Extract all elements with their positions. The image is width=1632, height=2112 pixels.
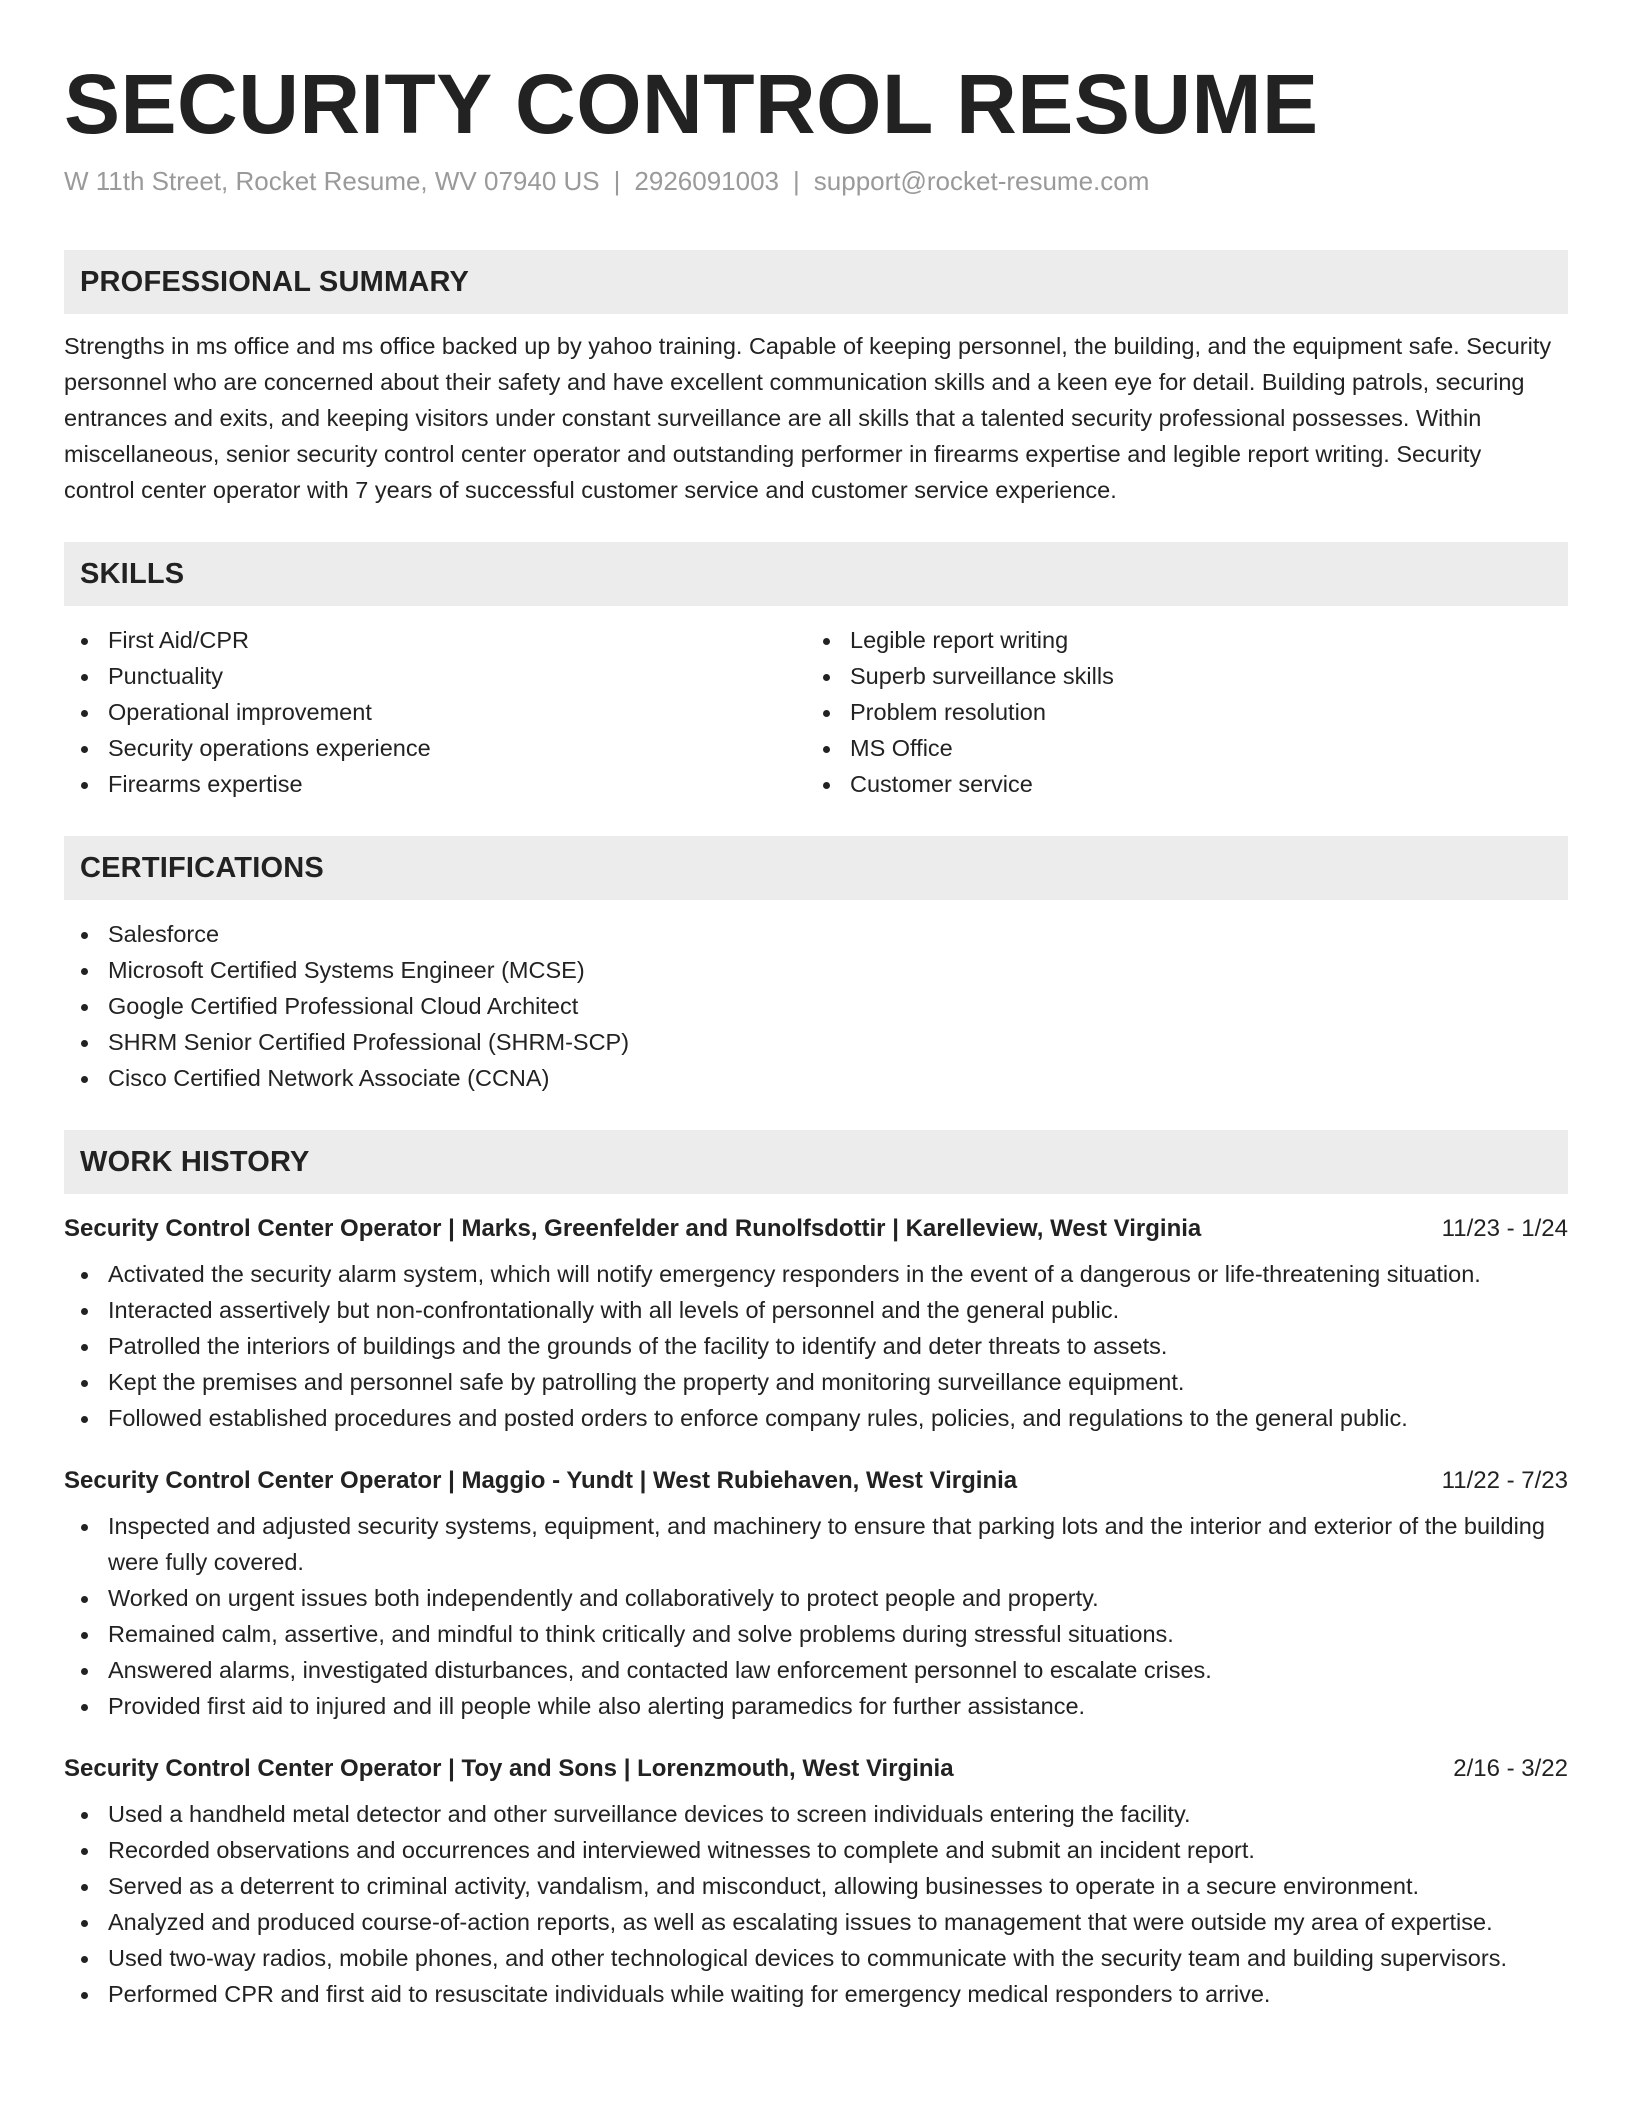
job-entry bbox=[64, 1212, 1568, 1436]
skill-item: First Aid/CPR bbox=[64, 622, 806, 658]
skill-item: Operational improvement bbox=[64, 694, 806, 730]
job-dates: 2/16 - 3/22 bbox=[1453, 1755, 1568, 1782]
certification-item: Cisco Certified Network Associate (CCNA) bbox=[64, 1060, 1568, 1096]
job-bullet: Used two-way radios, mobile phones, and other technological devices to communicate with the security team and building supervisors. bbox=[64, 1940, 1568, 1976]
job-title: Security Control Center Operator | Maggio - Yundt | West Rubiehaven, West Virginia bbox=[64, 1467, 1018, 1494]
contact-phone: 2926091003 bbox=[634, 166, 780, 196]
summary-text: Strengths in ms office and ms office backed up by yahoo training. Capable of keeping personnel, the building, and the equipment safe. Security personnel who are concerned about their safety and have excellent communication skills and a keen eye for detail. Building patrols, securing entrances and exits, and keeping visitors under constant surveillance are all skills that a talented security professional possesses. Within miscellaneous, senior security control center operator and outstanding performer in firearms expertise and legible report writing. Security control center operator with 7 years of successful customer service and customer service experience. bbox=[64, 333, 1552, 503]
job-entry bbox=[64, 1752, 1568, 2012]
skill-item: Problem resolution bbox=[806, 694, 1548, 730]
certifications-list bbox=[64, 916, 1568, 1096]
job-dates: 11/23 - 1/24 bbox=[1441, 1215, 1568, 1242]
contact-email: support@rocket-resume.com bbox=[813, 166, 1150, 196]
job-bullet: Used a handheld metal detector and other surveillance devices to screen individuals entering the facility. bbox=[64, 1796, 1568, 1832]
section-header-skills: SKILLS bbox=[64, 542, 1568, 606]
skill-item: Security operations experience bbox=[64, 730, 806, 766]
job-bullet: Answered alarms, investigated disturbances, and contacted law enforcement personnel to escalate crises. bbox=[64, 1652, 1568, 1688]
skill-item: MS Office bbox=[806, 730, 1548, 766]
job-title: Security Control Center Operator | Toy and Sons | Lorenzmouth, West Virginia bbox=[64, 1755, 954, 1782]
skills-list-left bbox=[64, 622, 806, 802]
certification-item: SHRM Senior Certified Professional (SHRM-SCP) bbox=[64, 1024, 1568, 1060]
section-header-certifications: CERTIFICATIONS bbox=[64, 836, 1568, 900]
job-header bbox=[64, 1464, 1568, 1498]
resume-page bbox=[64, 0, 1568, 2012]
skill-item: Superb surveillance skills bbox=[806, 658, 1548, 694]
skills-list-right bbox=[806, 622, 1548, 802]
skills-grid bbox=[64, 622, 1568, 802]
job-bullet: Inspected and adjusted security systems, equipment, and machinery to ensure that parking lots and the interior and exterior of the building were fully covered. bbox=[64, 1508, 1568, 1580]
job-bullet: Remained calm, assertive, and mindful to think critically and solve problems during stressful situations. bbox=[64, 1616, 1568, 1652]
certification-item: Salesforce bbox=[64, 916, 1568, 952]
job-bullet: Kept the premises and personnel safe by patrolling the property and monitoring surveillance equipment. bbox=[64, 1364, 1568, 1400]
section-header-work-history: WORK HISTORY bbox=[64, 1130, 1568, 1194]
job-bullet: Provided first aid to injured and ill people while also alerting paramedics for further assistance. bbox=[64, 1688, 1568, 1724]
skill-item: Customer service bbox=[806, 766, 1548, 802]
job-bullet: Worked on urgent issues both independently and collaboratively to protect people and property. bbox=[64, 1580, 1568, 1616]
skill-item: Firearms expertise bbox=[64, 766, 806, 802]
contact-address: W 11th Street, Rocket Resume, WV 07940 US bbox=[64, 166, 600, 196]
job-entry bbox=[64, 1464, 1568, 1724]
certification-item: Microsoft Certified Systems Engineer (MCSE) bbox=[64, 952, 1568, 988]
job-bullet: Analyzed and produced course-of-action reports, as well as escalating issues to management that were outside my area of expertise. bbox=[64, 1904, 1568, 1940]
job-bullets bbox=[64, 1508, 1568, 1724]
skill-item: Punctuality bbox=[64, 658, 806, 694]
job-bullet: Activated the security alarm system, which will notify emergency responders in the event of a dangerous or life-threatening situation. bbox=[64, 1256, 1568, 1292]
job-bullets bbox=[64, 1256, 1568, 1436]
job-header bbox=[64, 1212, 1568, 1246]
job-bullet: Served as a deterrent to criminal activity, vandalism, and misconduct, allowing businesses to operate in a secure environment. bbox=[64, 1868, 1568, 1904]
skill-item: Legible report writing bbox=[806, 622, 1548, 658]
job-bullets bbox=[64, 1796, 1568, 2012]
contact-separator: | bbox=[793, 166, 800, 196]
certification-item: Google Certified Professional Cloud Architect bbox=[64, 988, 1568, 1024]
job-bullet: Interacted assertively but non-confrontationally with all levels of personnel and the general public. bbox=[64, 1292, 1568, 1328]
resume-title: SECURITY CONTROL RESUME bbox=[64, 57, 1319, 151]
job-header bbox=[64, 1752, 1568, 1786]
job-bullet: Recorded observations and occurrences and interviewed witnesses to complete and submit an incident report. bbox=[64, 1832, 1568, 1868]
job-dates: 11/22 - 7/23 bbox=[1441, 1467, 1568, 1494]
contact-separator: | bbox=[613, 166, 621, 196]
job-bullet: Followed established procedures and posted orders to enforce company rules, policies, and regulations to the general public. bbox=[64, 1400, 1568, 1436]
job-bullet: Patrolled the interiors of buildings and the grounds of the facility to identify and deter threats to assets. bbox=[64, 1328, 1568, 1364]
contact-line bbox=[64, 164, 1568, 198]
job-title: Security Control Center Operator | Marks, Greenfelder and Runolfsdottir | Karelleview, West Virginia bbox=[64, 1215, 1202, 1242]
job-bullet: Performed CPR and first aid to resuscitate individuals while waiting for emergency medical responders to arrive. bbox=[64, 1976, 1568, 2012]
section-header-summary: PROFESSIONAL SUMMARY bbox=[64, 250, 1568, 314]
